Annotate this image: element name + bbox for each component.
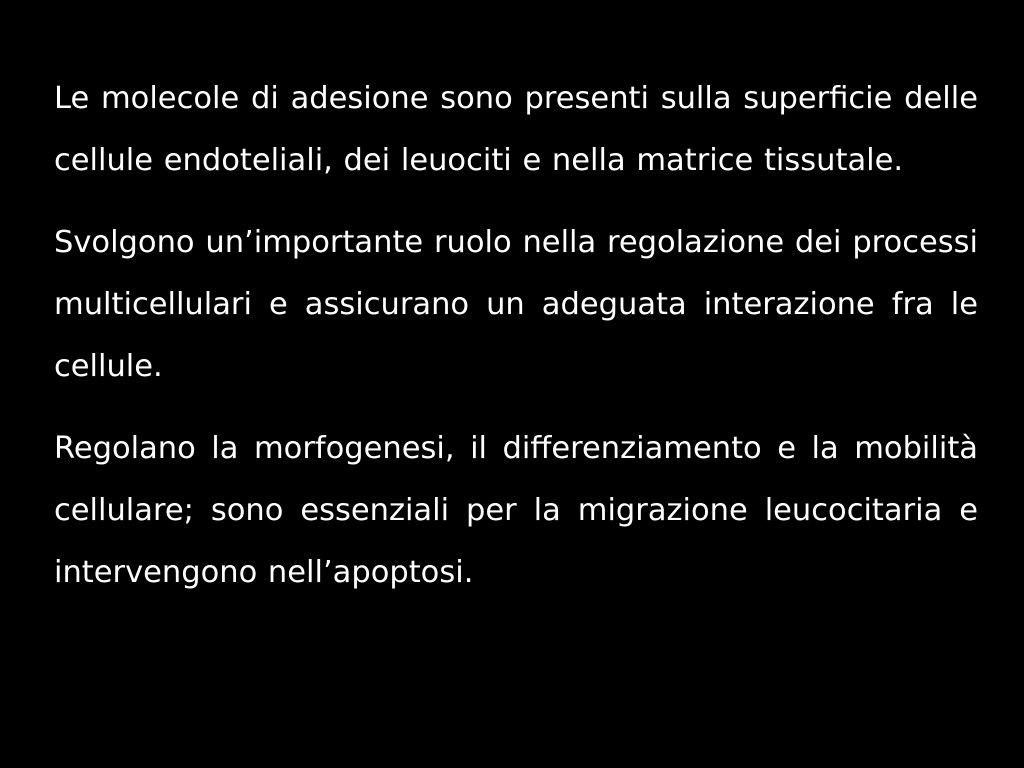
paragraph-morphogenesis: Regolano la morfogenesi, il differenziamento e la mobilità cellulare; sono essenziali per la migrazione leucocitaria e intervengono nell’apoptosi. — [54, 431, 978, 590]
paragraph-adhesion-molecules: Le molecole di adesione sono presenti sulla superficie delle cellule endoteliali, dei leuociti e nella matrice tissutale. — [54, 81, 978, 178]
paragraph-regulation-role: Svolgono un’importante ruolo nella regolazione dei processi multicellulari e assicurano un adeguata interazione fra le cellule. — [54, 225, 978, 384]
